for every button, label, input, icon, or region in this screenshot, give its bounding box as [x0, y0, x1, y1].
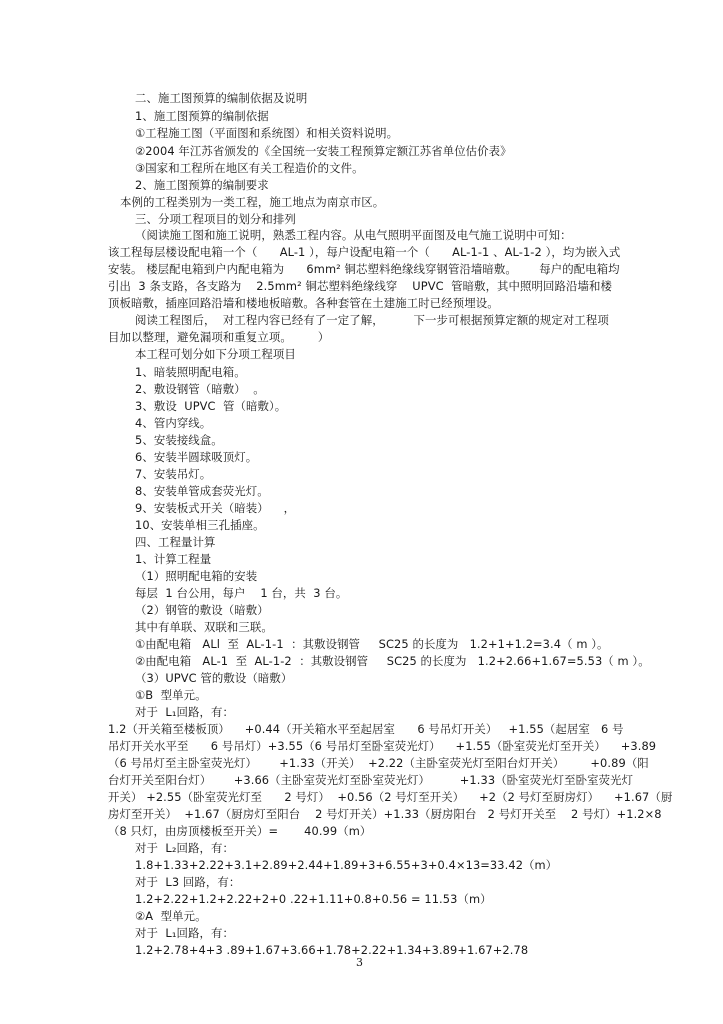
section-heading: 四、工程量计算 [135, 535, 216, 549]
list-item: 2、敷设钢管（暗敷） 。 [135, 382, 265, 396]
subsection-heading: 2、施工图预算的编制要求 [135, 178, 269, 192]
formula-line: 开关） +2.55（卧室荧光灯至 2 号灯） +0.56（2 号灯至开关） +2（2 号灯至厨房灯） +1.67（厨 [108, 790, 673, 804]
text-line: ②由配电箱 AL-1 至 AL-1-2 ：其敷设钢管 SC25 的长度为 1.2+2.66+1.67=5.53（ m ）。 [135, 654, 650, 668]
list-item: 6、安装半圆球吸顶灯。 [135, 450, 258, 464]
text-line: ②2004 年江苏省颁发的《全国统一安装工程预算定额江苏省单位估价表》 [135, 144, 512, 158]
text-line: 安装。 楼层配电箱到户内配电箱为 6mm² 铜芯塑料绝缘线穿钢管沿墙暗敷。 每户的配电箱均 [108, 262, 620, 276]
text-line: 其中有单联、双联和三联。 [135, 620, 273, 634]
list-item: 9、安装板式开关（暗装） ， [135, 501, 296, 515]
text-line: 阅读工程图后， 对工程内容已经有了一定了解， 下一步可根据预算定额的规定对工程项 [135, 313, 609, 327]
formula-line: 房灯至开关） +1.67（厨房灯至阳台 2 号灯开关）+1.33（厨房阳台 2 号灯开关至 2 号灯）+1.2×8 [108, 807, 662, 821]
list-item: 7、安装吊灯。 [135, 467, 212, 481]
list-item: 4、管内穿线。 [135, 416, 212, 430]
text-line: （3）UPVC 管的敷设（暗敷） [135, 671, 293, 685]
text-line: 目加以整理，避免漏项和重复立项。 ） [108, 330, 330, 344]
section-heading: 二、施工图预算的编制依据及说明 [135, 91, 308, 105]
formula-line: 吊灯开关水平至 6 号吊灯）+3.55（6 号吊灯至卧室荧光灯） +1.55（卧室荧光灯至开关） +3.89 [108, 739, 657, 753]
text-line: ①B 型单元。 [135, 688, 207, 702]
subsection-heading: 1、施工图预算的编制依据 [135, 109, 269, 123]
text-line: 本例的工程类别为一类工程，施工地点为南京市区。 [120, 195, 385, 209]
list-item: 3、敷设 UPVC 管（暗敷）。 [135, 399, 287, 413]
formula-line: 台灯开关至阳台灯） +3.66（主卧室荧光灯至卧室荧光灯） +1.33（卧室荧光灯至卧室荧光灯 [108, 773, 634, 787]
text-line: （2）钢管的敷设（暗敷） [135, 603, 269, 617]
text-line: 每层 1 台公用，每户 1 台，共 3 台。 [135, 586, 348, 600]
text-line: 顶板暗敷，插座回路沿墙和楼地板暗敷。各种套管在土建施工时已经预埋设。 [108, 296, 499, 310]
formula-line: 1.2+2.78+4+3 .89+1.67+3.66+1.78+2.22+1.34+3.89+1.67+2.78 [135, 943, 529, 957]
text-line: 对于 L₁回路，有： [135, 926, 234, 940]
text-line: ③国家和工程所在地区有关工程造价的文件。 [135, 161, 364, 175]
text-line: 该工程每层楼设配电箱一个（ AL-1 ），每户设配电箱一个（ AL-1-1 、AL-1-2 ），均为嵌入式 [108, 245, 621, 259]
formula-line: 1.2（开关箱至楼板顶） +0.44（开关箱水平至起居室 6 号吊灯开关） +1.55（起居室 6 号 [108, 722, 624, 736]
text-line: ②A 型单元。 [135, 909, 207, 923]
list-item: 10、安装单相三孔插座。 [135, 518, 265, 532]
text-line: ①工程施工图（平面图和系统图）和相关资料说明。 [135, 126, 399, 140]
text-line: 对于 L3 回路，有： [135, 875, 241, 889]
formula-line: 1.2+2.22+1.2+2.22+2+0 .22+1.11+0.8+0.56 = 11.53（m） [135, 892, 492, 906]
text-line: 本工程可划分如下分项工程项目 [135, 347, 296, 361]
text-line: （1）照明配电箱的安装 [135, 569, 258, 583]
text-line: 引出 3 条支路，各支路为 2.5mm² 铜芯塑料绝缘线穿 UPVC 管暗敷，其中照明回路沿墙和楼 [108, 279, 612, 293]
formula-line: （6 号吊灯至主卧室荧光灯） +1.33（开关） +2.22（主卧室荧光灯至阳台灯开关） +0.89（阳 [108, 756, 649, 770]
text-line: ①由配电箱 ALl 至 AL-1-1 ：其敷设钢管 SC25 的长度为 1.2+1+1.2=3.4（ m ）。 [135, 637, 609, 651]
list-item: 8、安装单管成套荧光灯。 [135, 484, 269, 498]
formula-line: （8 只灯，由房顶楼板至开关）= 40.99（m） [108, 824, 372, 838]
text-line: 对于 L₂回路，有： [135, 841, 234, 855]
list-item: 1、暗装照明配电箱。 [135, 365, 246, 379]
text-line: 对于 L₁回路，有： [135, 705, 234, 719]
section-heading: 三、分项工程项目的划分和排列 [135, 212, 296, 226]
page-number: 3 [356, 956, 363, 969]
subsection-heading: 1、计算工程量 [135, 552, 212, 566]
formula-line: 1.8+1.33+2.22+3.1+2.89+2.44+1.89+3+6.55+3+0.4×13=33.42（m） [135, 858, 558, 872]
text-line: （阅读施工图和施工说明，熟悉工程内容。从电气照明平面图及电气施工说明中可知： [135, 228, 572, 242]
list-item: 5、安装接线盒。 [135, 433, 223, 447]
